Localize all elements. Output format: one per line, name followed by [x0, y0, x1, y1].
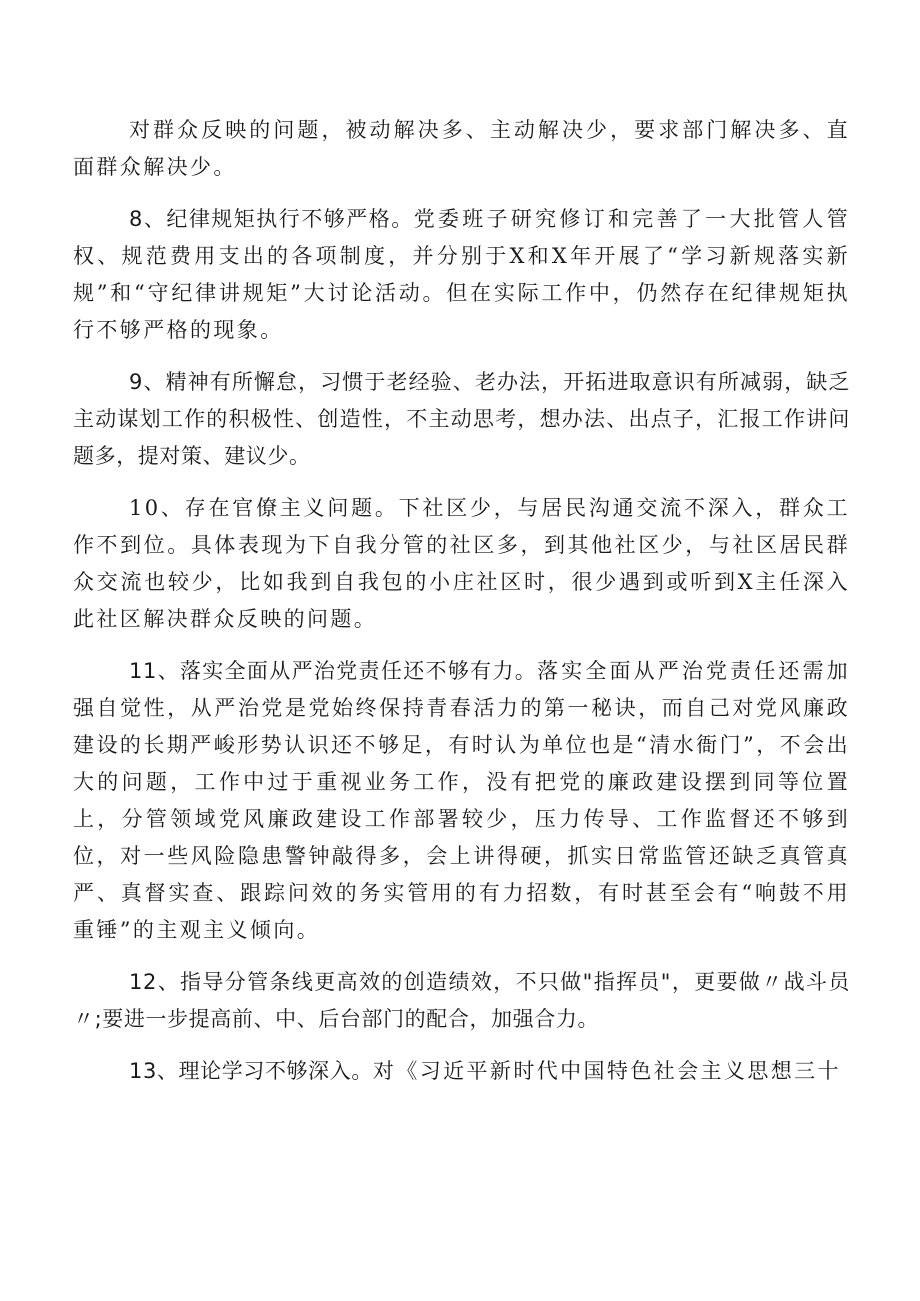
- paragraph-11-body: 落实全面从严治党责任还需加强自觉性，从严治党是党始终保持青春活力的第一秘诀，而自己对党风廉政建设的长期严峻形势认识还不够足，有时认为单位也是“清水衙门”，不会出大的问题，工作中过于重视业务工作，没有把党的廉政建设摆到同等位置上，分管领域党风廉政建设工作部署较少，压力传导、工作监督还不够到位，对一些风险隐患警钟敲得多，会上讲得硬，抓实日常监管还缺乏真管真严、真督实查、跟踪问效的务实管用的有力招数，有时甚至会有“响鼓不用重锤”的主观主义倾向。: [73, 659, 850, 942]
- paragraph-0: [73, 112, 850, 186]
- paragraph-10-body: 10、存在官僚主义问题。下社区少，与居民沟通交流不深入，群众工作不到位。具体表现为下自我分管的社区多，到其他社区少，与社区居民群众交流也较少，比如我到自我包的小庄社区时，很少遇到或听到X主任深入此社区解决群众反映的问题。: [73, 496, 850, 631]
- paragraph-8: [73, 201, 850, 349]
- paragraph-8-body: 党委班子研究修订和完善了一大批管人管权、规范费用支出的各项制度，并分别于X和X年开展了“学习新规落实新规”和“守纪律讲规矩”大讨论活动。但在实际工作中，仍然存在纪律规矩执行不够严格的现象。: [73, 207, 850, 342]
- paragraph-11-heading: 11、落实全面从严治党责任还不够有力。: [129, 659, 538, 683]
- paragraph-13-body: 对《习近平新时代中国特色社会主义思想三十: [372, 1059, 841, 1083]
- paragraph-9: [73, 364, 850, 475]
- paragraph-12: [73, 964, 850, 1038]
- paragraph-0-body: 对群众反映的问题，被动解决多、主动解决少，要求部门解决多、直面群众解决少。: [73, 118, 850, 179]
- paragraph-11: [73, 653, 850, 949]
- paragraph-13: [73, 1053, 850, 1090]
- paragraph-8-heading: 8、纪律规矩执行不够严格。: [129, 207, 414, 231]
- paragraph-10: [73, 490, 850, 638]
- paragraph-9-body: 9、精神有所懈怠，习惯于老经验、老办法，开拓进取意识有所减弱，缺乏主动谋划工作的积极性、创造性，不主动思考，想办法、出点子，汇报工作讲问题多，提对策、建议少。: [73, 370, 850, 468]
- paragraph-12-body: 12、指导分管条线更高效的创造绩效，不只做"指挥员"，更要做〃战斗员〃;要进一步提高前、中、后台部门的配合，加强合力。: [73, 970, 850, 1031]
- paragraph-13-heading: 13、理论学习不够深入。: [129, 1059, 373, 1083]
